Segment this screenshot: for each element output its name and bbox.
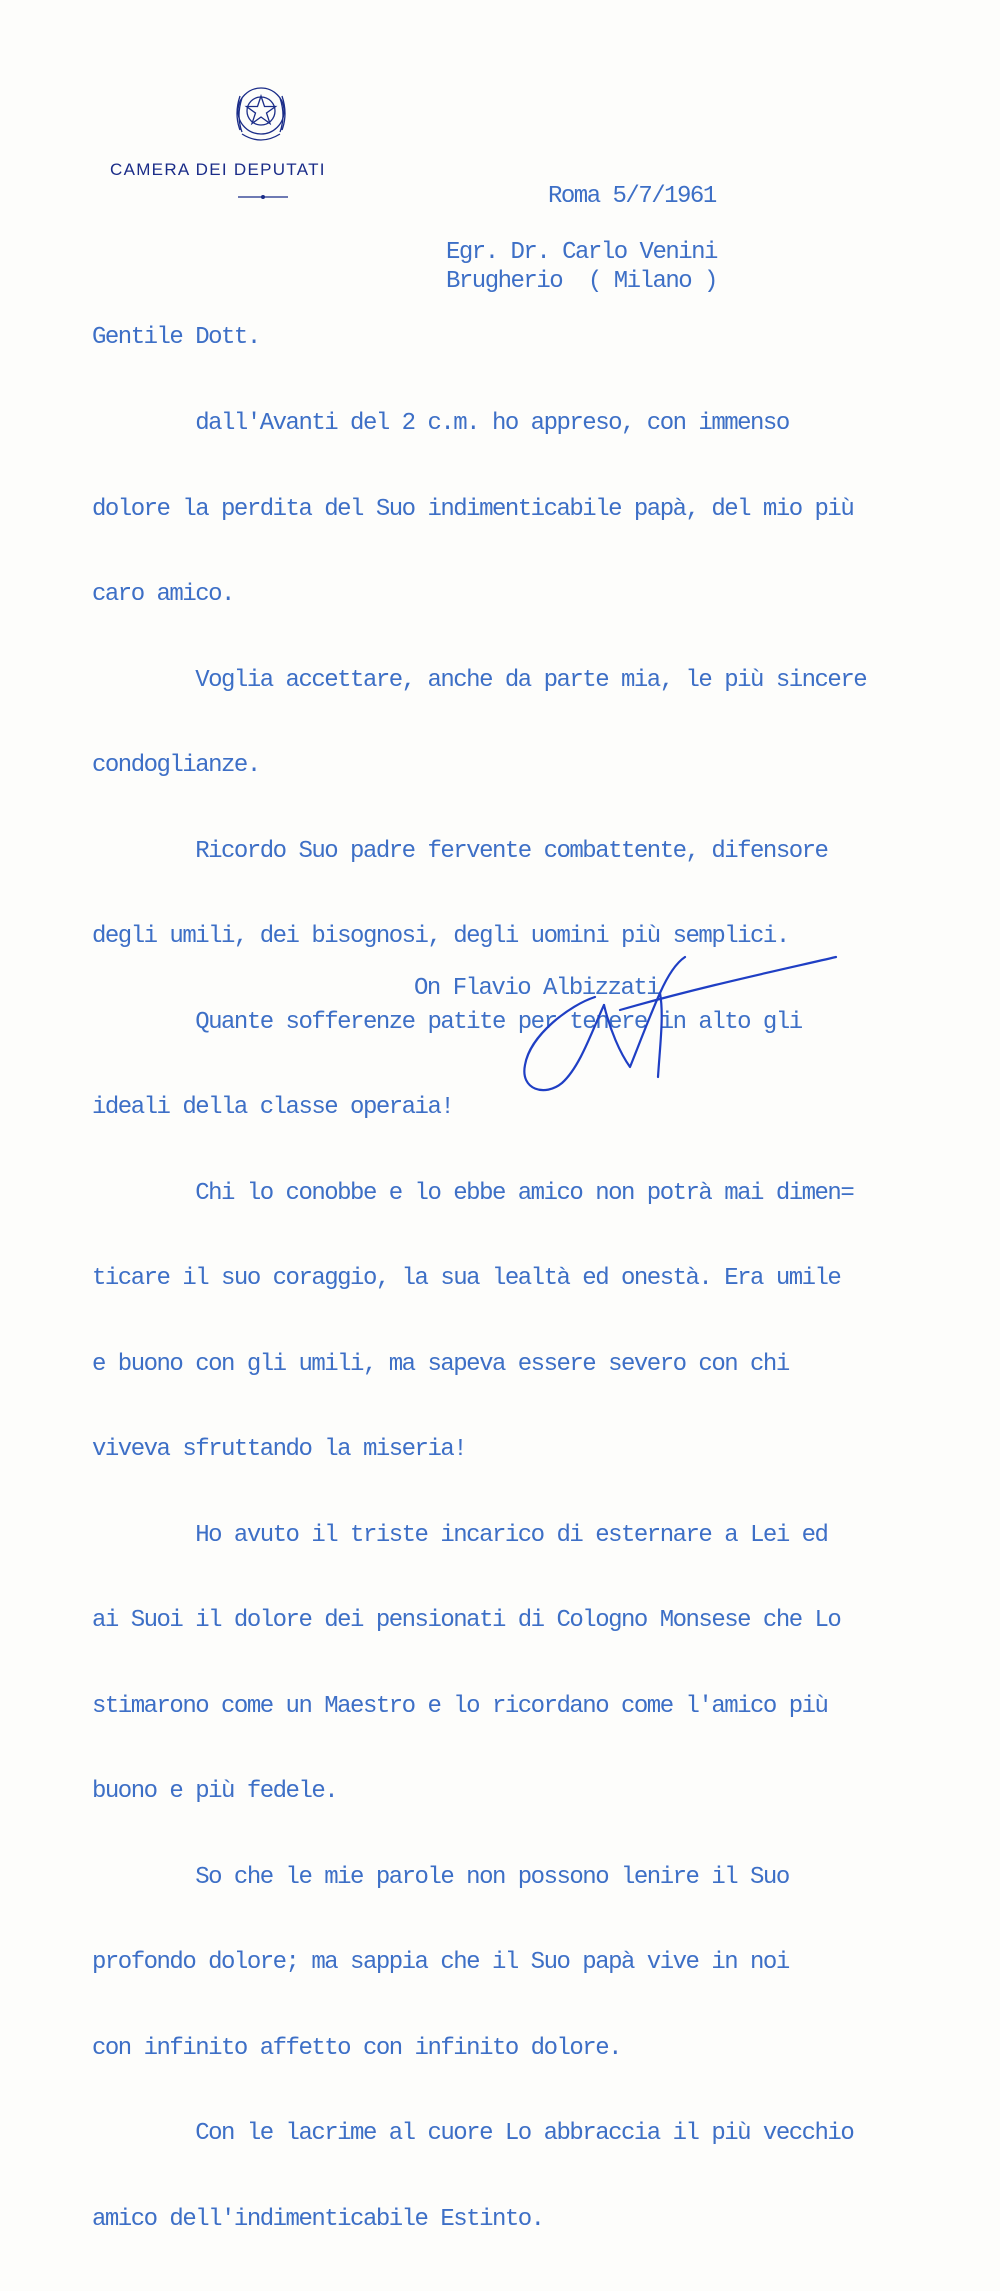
- signed-name: On Flavio Albizzati: [414, 975, 660, 1002]
- body-line: ai Suoi il dolore dei pensionati di Cologno Monsese che Lo: [92, 1607, 841, 1634]
- body-line: profondo dolore; ma sappia che il Suo papà vive in noi: [92, 1949, 789, 1976]
- recipient-name: Egr. Dr. Carlo Venini: [446, 239, 717, 266]
- body-line: e buono con gli umili, ma sapeva essere severo con chi: [92, 1350, 789, 1378]
- body-line: degli umili, dei bisognosi, degli uomini più semplici.: [92, 923, 789, 950]
- salutation: Gentile Dott.: [92, 324, 260, 351]
- letter-date: Roma 5/7/1961: [548, 183, 716, 210]
- letterhead-divider: [238, 194, 288, 200]
- body-line: stimarono come un Maestro e lo ricordano come l'amico più: [92, 1692, 828, 1720]
- body-line: Ricordo Suo padre fervente combattente, difensore: [92, 837, 828, 865]
- letter-body: [92, 353, 866, 2291]
- body-line: ticare il suo coraggio, la sua lealtà ed onestà. Era umile: [92, 1265, 841, 1292]
- body-line: condoglianze.: [92, 752, 260, 779]
- body-line: con infinito affetto con infinito dolore.: [92, 2034, 621, 2062]
- recipient-location: Brugherio ( Milano ): [446, 268, 717, 295]
- body-line: viveva sfruttando la miseria!: [92, 1436, 467, 1463]
- body-line: Voglia accettare, anche da parte mia, le più sincere: [92, 666, 867, 694]
- body-line: dall'Avanti del 2 c.m. ho appreso, con immenso: [92, 410, 789, 437]
- body-line: ideali della classe operaia!: [92, 1094, 454, 1121]
- body-line: caro amico.: [92, 581, 234, 608]
- body-line: So che le mie parole non possono lenire il Suo: [92, 1863, 789, 1891]
- handwritten-signature: [500, 935, 860, 1105]
- body-line: Ho avuto il triste incarico di esternare a Lei ed: [92, 1521, 828, 1549]
- body-line: dolore la perdita del Suo indimenticabile papà, del mio più: [92, 495, 854, 523]
- body-line: buono e più fedele.: [92, 1778, 338, 1805]
- institution-name: CAMERA DEI DEPUTATI: [110, 160, 326, 179]
- body-line: Quante sofferenze patite per tenere in alto gli: [92, 1008, 802, 1036]
- body-line: Con le lacrime al cuore Lo abbraccia il più vecchio: [92, 2120, 854, 2147]
- italian-republic-emblem-icon: [228, 78, 294, 150]
- body-line: Chi lo conobbe e lo ebbe amico non potrà mai dimen=: [92, 1179, 854, 1207]
- body-line: amico dell'indimenticabile Estinto.: [92, 2205, 544, 2233]
